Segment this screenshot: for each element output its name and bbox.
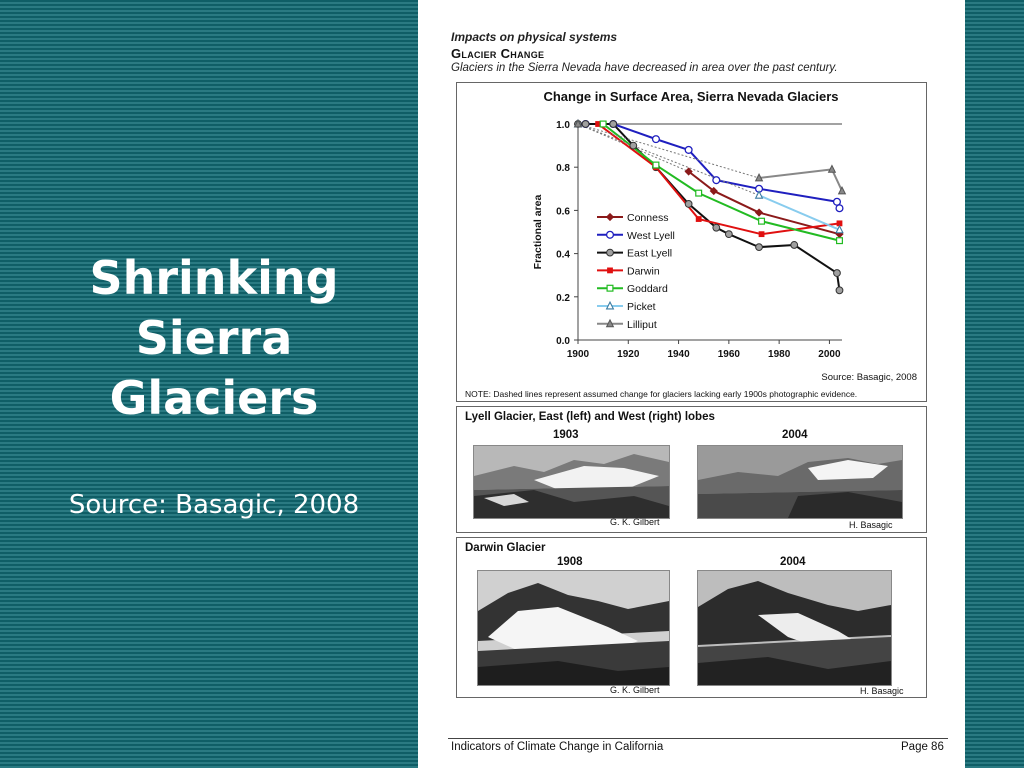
legend-marker-west-lyell: [607, 231, 614, 238]
glacier-area-chart: [457, 83, 926, 401]
lyell-1903-image: [474, 446, 669, 518]
data-point-west-lyell: [836, 205, 843, 212]
footer-page-number: Page 86: [901, 741, 944, 753]
x-tick-label: 2000: [818, 349, 841, 360]
data-point-darwin: [696, 216, 702, 222]
series-line-east-lyell: [794, 245, 837, 273]
legend-marker-goddard: [607, 285, 613, 291]
doc-heading: Glacier Change: [451, 46, 545, 61]
series-line-east-lyell: [729, 234, 759, 247]
chart-source: Source: Basagic, 2008: [821, 372, 917, 383]
series-line-lilliput: [759, 169, 832, 178]
data-point-west-lyell: [685, 147, 692, 154]
data-point-east-lyell: [791, 242, 798, 249]
lyell-panel-title: Lyell Glacier, East (left) and West (right) lobes: [465, 411, 715, 423]
slide-source: Source: Basagic, 2008: [68, 490, 360, 520]
lyell-photo-2004: [697, 445, 903, 519]
footer-divider: [448, 738, 948, 739]
lyell-2004-image: [698, 446, 902, 518]
footer-publication: Indicators of Climate Change in California: [451, 741, 664, 753]
lyell-photo-1903: [473, 445, 670, 519]
darwin-credit-left: G. K. Gilbert: [610, 685, 660, 695]
doc-section-label: Impacts on physical systems: [451, 30, 618, 44]
chart-note: NOTE: Dashed lines represent assumed change for glaciers lacking early 1900s photographic evidence.: [465, 389, 858, 399]
series-line-east-lyell: [759, 245, 794, 247]
x-tick-label: 1940: [667, 349, 690, 360]
data-point-east-lyell: [836, 287, 843, 294]
data-point-goddard: [653, 162, 659, 168]
legend-marker-conness: [607, 214, 614, 221]
y-axis-label: Fractional area: [532, 194, 544, 270]
darwin-photo-1908: [477, 570, 670, 686]
darwin-credit-right: H. Basagic: [860, 686, 904, 696]
series-line-lilliput: [578, 124, 759, 178]
darwin-year-left: 1908: [557, 556, 583, 568]
data-point-west-lyell: [653, 136, 660, 143]
data-point-darwin: [759, 231, 765, 237]
chart-panel: [456, 82, 927, 402]
series-line-picket: [578, 124, 759, 195]
slide-title: [20, 248, 408, 428]
data-point-east-lyell: [610, 121, 617, 128]
chart-title: Change in Surface Area, Sierra Nevada Glaciers: [543, 89, 839, 104]
y-tick-label: 1.0: [556, 120, 570, 131]
right-background-strip: [965, 0, 1024, 768]
slide-title-panel: [0, 0, 418, 768]
data-point-east-lyell: [725, 231, 732, 238]
x-tick-label: 1960: [717, 349, 740, 360]
legend-label-west-lyell: West Lyell: [627, 229, 675, 242]
legend-label-goddard: Goddard: [627, 283, 668, 296]
y-tick-label: 0.2: [556, 292, 570, 304]
darwin-panel-title: Darwin Glacier: [465, 542, 546, 554]
lyell-year-left: 1903: [553, 429, 579, 441]
legend-marker-darwin: [607, 268, 613, 274]
x-tick-label: 1900: [566, 349, 590, 360]
lyell-credit-right: H. Basagic: [849, 520, 893, 530]
darwin-year-right: 2004: [780, 556, 806, 568]
data-point-east-lyell: [685, 201, 692, 208]
series-line-west-lyell: [716, 180, 759, 189]
y-tick-label: 0.0: [556, 336, 570, 347]
series-line-west-lyell: [656, 139, 689, 150]
y-tick-label: 0.6: [556, 206, 570, 218]
legend-label-conness: Conness: [627, 212, 669, 224]
data-point-goddard: [600, 121, 606, 127]
document-page: [418, 0, 965, 768]
legend-marker-east-lyell: [607, 249, 614, 256]
x-tick-label: 1920: [617, 349, 640, 360]
lyell-credit-left: G. K. Gilbert: [610, 517, 660, 527]
slide-title-line-1: Shrinking: [89, 251, 339, 305]
data-point-east-lyell: [713, 224, 720, 231]
data-point-east-lyell: [756, 244, 763, 251]
x-tick-label: 1980: [768, 349, 791, 360]
y-tick-label: 0.8: [556, 163, 570, 175]
doc-subtitle: Glaciers in the Sierra Nevada have decreased in area over the past century.: [451, 62, 838, 74]
series-line-goddard: [656, 165, 699, 193]
y-tick-label: 0.4: [556, 249, 570, 261]
data-point-west-lyell: [834, 198, 841, 205]
legend-label-darwin: Darwin: [627, 265, 660, 278]
lyell-year-right: 2004: [782, 429, 808, 441]
series-line-east-lyell: [689, 204, 717, 228]
data-point-goddard: [759, 218, 765, 224]
darwin-photo-2004: [697, 570, 892, 686]
data-point-goddard: [837, 238, 843, 244]
lyell-photo-panel: [456, 406, 927, 533]
data-point-west-lyell: [713, 177, 720, 184]
data-point-conness: [756, 209, 763, 216]
legend-label-east-lyell: East Lyell: [627, 247, 673, 260]
slide-title-line-3: Glaciers: [109, 371, 319, 425]
darwin-photo-panel: [456, 537, 927, 698]
data-point-east-lyell: [834, 270, 841, 277]
darwin-2004-image: [698, 571, 891, 685]
slide-title-line-2: Sierra: [135, 311, 293, 365]
legend-label-lilliput: Lilliput: [627, 318, 657, 331]
darwin-1908-image: [478, 571, 669, 685]
data-point-east-lyell: [582, 121, 589, 128]
series-line-goddard: [699, 193, 762, 221]
legend-label-picket: Picket: [627, 301, 656, 313]
data-point-east-lyell: [630, 142, 637, 149]
series-line-darwin: [598, 124, 656, 167]
data-point-goddard: [696, 190, 702, 196]
